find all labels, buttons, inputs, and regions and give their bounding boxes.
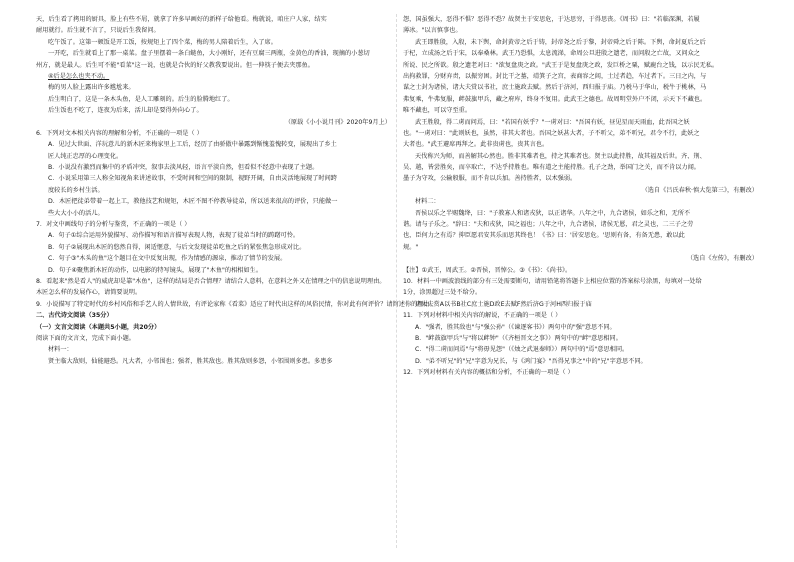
right-column-line: 墨子为守攻，公输般服，而不肯以兵加。善持胜者，以术强弱。 <box>403 175 577 183</box>
left-column-line: 材料一： <box>48 346 73 354</box>
left-column-line: B．小说没有激烈而集中的矛盾冲突，叙事去淡风轻，语言平淡自然，但看似不经意中表现了主题。 <box>48 164 319 172</box>
right-column-line: D．"弟不听兄"的"兄"字意为兄长，与《鸿门宴》"吾得兄事之"中的"兄"字意思不同。 <box>415 357 647 365</box>
right-column-line: 武王即胜殷，入殷，未下舆，命封黄帝之后于铸，封帝尧之后于黎，封帝舜之后于陈。下舆，命封夏后之后 <box>415 38 706 46</box>
right-column-line: 诸大夫赏A以书B社C庶士施D政E去赋F然后济G于河H西归报于庙 <box>415 300 592 308</box>
right-column-line: 所说、民之所欲。殷之遗老对曰："欲复盘庚之政。"武王于是复盘庚之政，发巨桥之粟，赋鹿台之钱，以示民无私。 <box>403 61 719 69</box>
right-column-line: A．"强者，胜其敌也"与"强公孙"（《谏逐客书》）两句中的"强"意思不同。 <box>415 323 616 331</box>
right-column-line: 弗复乘，牛弗复服，衅鼓旗甲兵，藏之府库，终身不复用。此武王之德也。故周明堂外户不闭，示天下不藏也。 <box>403 95 707 103</box>
right-column-line: 怨，国虽强大，恶得不惧？恶得不恐？故贤主于安思危，于达思穷，于得思丧。《周书》曰："若临深渊，若履 <box>403 16 700 23</box>
right-column-line: （选自《左传》，有删改） <box>686 255 758 263</box>
right-column-line: 规。" <box>403 243 419 251</box>
right-column-line: 唯不藏也，可以守至重。 <box>403 107 472 115</box>
left-column-line: 9．小说描写了特定时代的乡村风俗和手艺人的人情世故，有评论家称《看菜》适应了时代出这样的风俗民情，你对此有何评价？请简述你的理由。 <box>36 300 436 308</box>
left-column-line: C．句子③"木头的鱼"这个题目在文中反复出现，作为情感的源泉，推动了情节的发展。 <box>48 255 287 263</box>
left-column-line: 后生明白了，这是一条木头鱼，是人工雕刻的。后生的脸腾地红了。 <box>48 95 234 103</box>
right-column-line: 【注】①武王，周武王。②晋侯，晋悼公。③《书》：《尚书》。 <box>403 266 572 274</box>
right-column-line: （选自《吕氏春秋·慎大览第三》，有删改） <box>641 186 758 194</box>
left-column-line: A．句子①综合运用外貌描写、动作描写和语言描写表现人物，表现了徒弟当时的踌躇可怜。 <box>48 232 300 240</box>
left-column-line: D．句子④聚焦新木匠的动作，以电影的特写镜头，展现了"木鱼"的相相如生。 <box>48 266 263 274</box>
left-column-line: 一开吃，后生就看上了那一桌菜。盘子里摆着一条白鲢鱼，大小刚好，还有豆腐三两瓶，金黄色的香油，现摘的小葱切 <box>48 50 370 58</box>
right-column-line: 大者也。"武王避席再拜之。此非贵虏也，贵其言也。 <box>403 141 549 149</box>
left-column-line: 吃午饭了。这第一顿饭是开工饭，按规矩上了四个菜，梅的男人陪着后生，入了席。 <box>48 38 277 46</box>
left-column-line: 6．下列对文本相关内容的理解和分析，不正确的一项是（ ） <box>36 129 203 137</box>
left-column-line: 7．对文中画线句子的分析与鉴赏，不正确的一项是（ ） <box>36 221 191 229</box>
right-column-line: 吴、越，皆尝胜矣，而卒取亡，不达乎持胜也。唯有道之主能持胜。孔子之劲，举国门之关，而不肯以力闻。 <box>403 164 700 172</box>
right-column-line: 武王胜殷，得二虏而问焉，曰："若国有妖乎？"一虏对曰："吾国有妖，昼见星而天雨血，此吾国之妖 <box>415 118 690 126</box>
right-column-line: 12．下列对材料有关内容的概括和分析，不正确的一项是（ ） <box>403 369 574 377</box>
left-column-line: 木匠怎么样的发展作心，请简要说明。 <box>36 289 142 297</box>
left-column-line: 些大大小小的活儿。 <box>48 209 104 217</box>
left-column-line: 天，后生看了拷用的厨具，脸上有些不屑，就拿了许多早画好的新样子给他看。梅就说，咱庄户人家，结实 <box>36 16 327 23</box>
right-column-line: 10．材料一中画波浪线的部分有三处需要断句，请用铅笔将答题卡上相应位置的答案标号涂黑，每填对一处给 <box>403 277 702 285</box>
left-column-line: 耐用就行。后生就不言了，只说后生我留问。 <box>36 27 160 35</box>
left-column-line: 后生饭也不吃了，连夜为后来，活儿却是要得外向心了。 <box>48 107 203 115</box>
column-divider <box>396 14 397 548</box>
right-column-line: 谋之士封为诸侯，诸大夫赏以书社，庶士施政去赋。然后于济河，西归报于庙。乃税马于华山，税牛于桃林，马 <box>403 84 707 92</box>
right-column-line: 薄冰。"以言慎事也。 <box>403 27 462 35</box>
left-column-line: 贤主临大敌则，仙能避恐。凡大者，小邻围也；强者，胜其敌也。胜其敌则多怨，小邻围则多患。多患多 <box>48 357 333 365</box>
left-column-line: 二、古代诗文阅读（35分） <box>36 312 113 320</box>
left-column-line: B．句子②展现出木匠的悠然自得，闲适惬意，与后文发现徒弟吃鱼之后的紧张焦急形成对比。 <box>48 243 306 251</box>
left-column-line: A．见过大世面、洋玩意儿的新木匠来梅家里上工后，经历了由骄傲中暴露到惭愧羞愧转变，展现出了乡土 <box>48 141 337 149</box>
left-column-line: 梅的男人脸上露出许多尴尬来。 <box>48 84 135 92</box>
right-column-line: 出拘救罪，分财弃责，以振穷困。封比干之墓，靖箕子之宫，表商容之闾，士过者趋，车过者下。三日之内，与 <box>403 72 707 80</box>
left-column-line: C．小说采用第三人称全知视角来讲述故事，不受时间和空间的限制，视野开阔，自由灵活地展现了时间跨 <box>48 175 337 183</box>
right-column-line: 材料二： <box>415 198 440 206</box>
left-column-line: （一）文言文阅读（本题共5小题，共20分） <box>36 323 161 331</box>
left-column-line: （原载《小小说月刊》2020年9月上） <box>284 118 391 126</box>
right-column-line: 于杞，立成汤之后于宋，以奉桑林。武王乃恐惧，太息流涕，命周公旦进殷之遗老，而问殷之亡故，又问众之 <box>403 50 700 58</box>
left-column-line: D．木匠把徒弟带着一起上工，教他技艺和规矩，木匠不图不停教导徒弟，所以送来很高的评价，只能做一 <box>48 198 338 206</box>
left-column-line: 度较长的乡村生活。 <box>48 186 104 194</box>
right-column-line: 11．下列对材料中相关内容的解说，不正确的一项是（ ） <box>403 312 562 320</box>
right-column <box>403 14 758 379</box>
right-column-line: B．"衅鼓旗甲兵"与"将以衅钟"（《齐桓晋文之事》）两句中的"衅"意思相同。 <box>415 334 622 342</box>
left-column-line: 阅读下面的文言文，完成下面小题。 <box>36 334 135 342</box>
right-column-line: 1分，涂黑超过三处不给分。 <box>403 289 482 297</box>
left-column-line: 州方，就是最人。后生可不能"看菜"这一说，也就是合伙的好父教我要说出。但一伸筷子便去夹那鱼。 <box>36 61 314 69</box>
left-column-line: ④后是怎么也夹不动。 <box>48 72 110 80</box>
right-column-line: 谐。请与子乐之。"辞曰："夫和戎狄，国之福也；八年之中，九合诸侯，诸侯无慝，君之灵也，二三子之劳 <box>403 221 694 229</box>
right-column-line: 晋侯以乐之半赐魏绛，曰："子教寡人和诸戎狄，以正诸华。八年之中，九合诸侯，如乐之和，无所不 <box>415 209 691 217</box>
left-column-line: 8．看起来"然是看人"的威虎却是靠"木鱼"，这样的结局是否合情理？请结合人意料，在意料之外又在情理之中的信息说明理由。 <box>36 277 386 285</box>
right-column-line: C．"得二虏而问焉"与"将毋见怨"（《烛之武退秦师》）两句中的"焉"意思相同。 <box>415 346 629 354</box>
right-column-line: 也，臣何力之有焉？抑臣愿君安其乐而思其终也！《书》曰：'居安思危。'思则有备，有备无患，敢以此 <box>403 232 685 240</box>
right-column-line: 也。"一虏对曰："此则妖也，虽然，非其大者也。吾国之妖甚大者，子不听父，弟不听兄，君令不行，此妖之 <box>403 129 700 137</box>
left-column-line: 匠人纯正忠厚的心理变化。 <box>48 152 123 160</box>
right-column-line: 天伐称兴为师，而善解其心然也。胜非其难者也，持之其难者也。贤主以此持胜，故其福及后世。齐、荆、 <box>415 152 706 160</box>
